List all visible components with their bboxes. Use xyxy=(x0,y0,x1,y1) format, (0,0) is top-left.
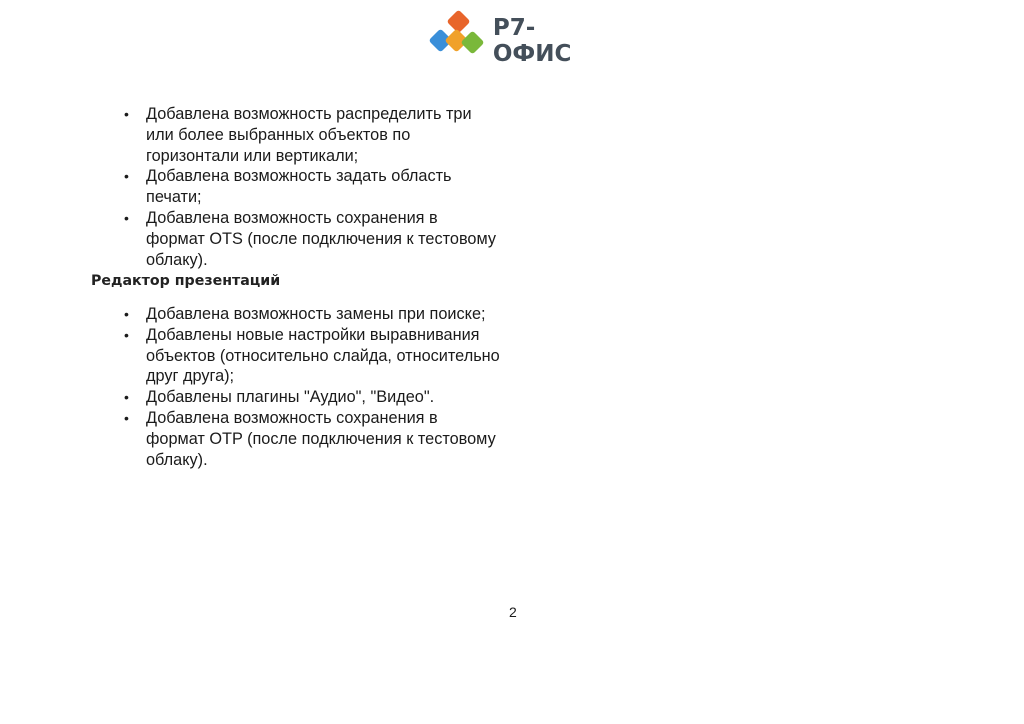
list-item-text: Добавлена возможность замены при поиске; xyxy=(146,305,486,323)
bullet-icon: • xyxy=(124,209,129,226)
page-number: 2 xyxy=(509,604,517,620)
list-item-text: Добавлена возможность распределить три или более выбранных объектов по горизонтали или вертикали; xyxy=(146,105,472,165)
bullet-icon: • xyxy=(124,389,129,406)
section-heading: Редактор презентаций xyxy=(91,273,281,289)
bullet-icon: • xyxy=(124,168,129,185)
list-item-text: Добавлены новые настройки выравнивания объектов (относительно слайда, относительно друг друга); xyxy=(146,325,500,386)
list-item xyxy=(120,325,500,387)
r7-office-logo xyxy=(424,9,608,71)
bullet-icon: • xyxy=(124,306,129,322)
list-item xyxy=(120,208,500,270)
list-item-text: Добавлена возможность сохранения в формат OTS (после подключения к тестовому облаку). xyxy=(146,208,496,269)
list-item xyxy=(120,304,500,325)
feature-list-spreadsheet xyxy=(120,104,500,270)
logo-diamonds-icon xyxy=(424,9,487,71)
bullet-icon: • xyxy=(124,106,129,122)
list-item xyxy=(120,104,500,166)
bullet-icon: • xyxy=(124,326,129,343)
logo-text: Р7-ОФИС xyxy=(492,15,572,67)
bullet-icon: • xyxy=(124,409,129,426)
list-item xyxy=(120,408,500,470)
list-item-text: Добавлена возможность сохранения в формат OTP (после подключения к тестовому облаку). xyxy=(146,408,496,469)
list-item-text: Добавлены плагины "Аудио", "Видео". xyxy=(146,388,435,407)
list-item xyxy=(120,166,500,208)
list-item-text: Добавлена возможность задать область печати; xyxy=(146,167,452,207)
feature-list-presentation xyxy=(120,304,500,470)
list-item xyxy=(120,387,500,408)
